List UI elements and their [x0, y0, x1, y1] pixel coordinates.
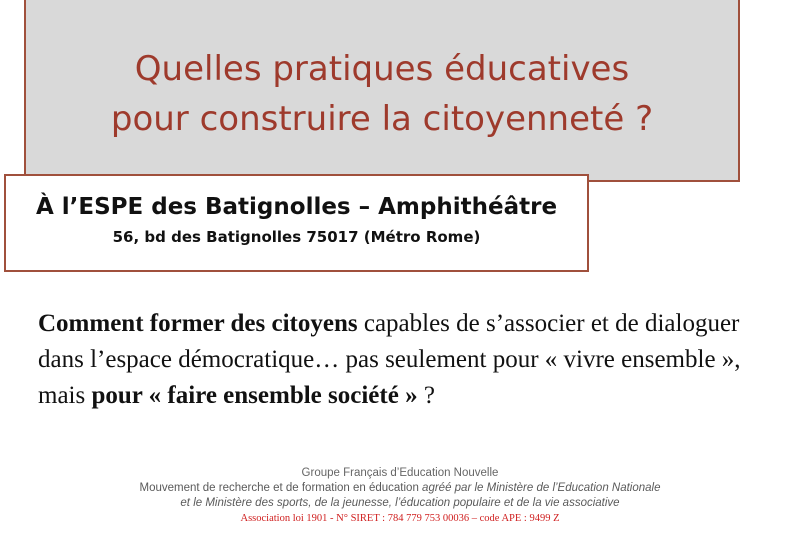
title-line-1: Quelles pratiques éducatives: [134, 49, 630, 89]
venue-box: [4, 174, 589, 272]
footer-desc-line2-text: et le Ministère des sports, de la jeunesse, l’éducation populaire et de la vie associative: [180, 497, 620, 509]
title-line-2: pour construire la citoyenneté ?: [110, 99, 654, 139]
banner-title: [26, 44, 738, 144]
footer-desc: [40, 481, 760, 496]
paragraph-bold-2: pour « faire ensemble société »: [91, 382, 418, 409]
paragraph-bold-1: Comment former des citoyens: [38, 310, 358, 337]
paragraph-end: ?: [417, 382, 435, 409]
paragraph-text-1: capables de s’associer et de dialoguer dans l’espace démocratique… pas seulement pour « vivre ensemble », mais: [38, 310, 741, 409]
footer: [40, 466, 760, 526]
venue-name: À l’ESPE des Batignolles – Amphithéâtre: [35, 194, 558, 220]
footer-desc-italic: agréé par le Ministère de l’Education Nationale: [422, 482, 661, 494]
main-paragraph: [38, 306, 768, 414]
footer-desc-plain: Mouvement de recherche et de formation en éducation: [139, 482, 423, 494]
footer-org: Groupe Français d’Education Nouvelle: [301, 467, 499, 479]
venue-address: 56, bd des Batignolles 75017 (Métro Rome): [112, 228, 481, 246]
footer-legal: Association loi 1901 - N° SIRET : 784 779 753 00036 – code APE : 9499 Z: [240, 513, 560, 524]
header-banner: [24, 0, 740, 182]
footer-desc-line2: [40, 496, 760, 511]
